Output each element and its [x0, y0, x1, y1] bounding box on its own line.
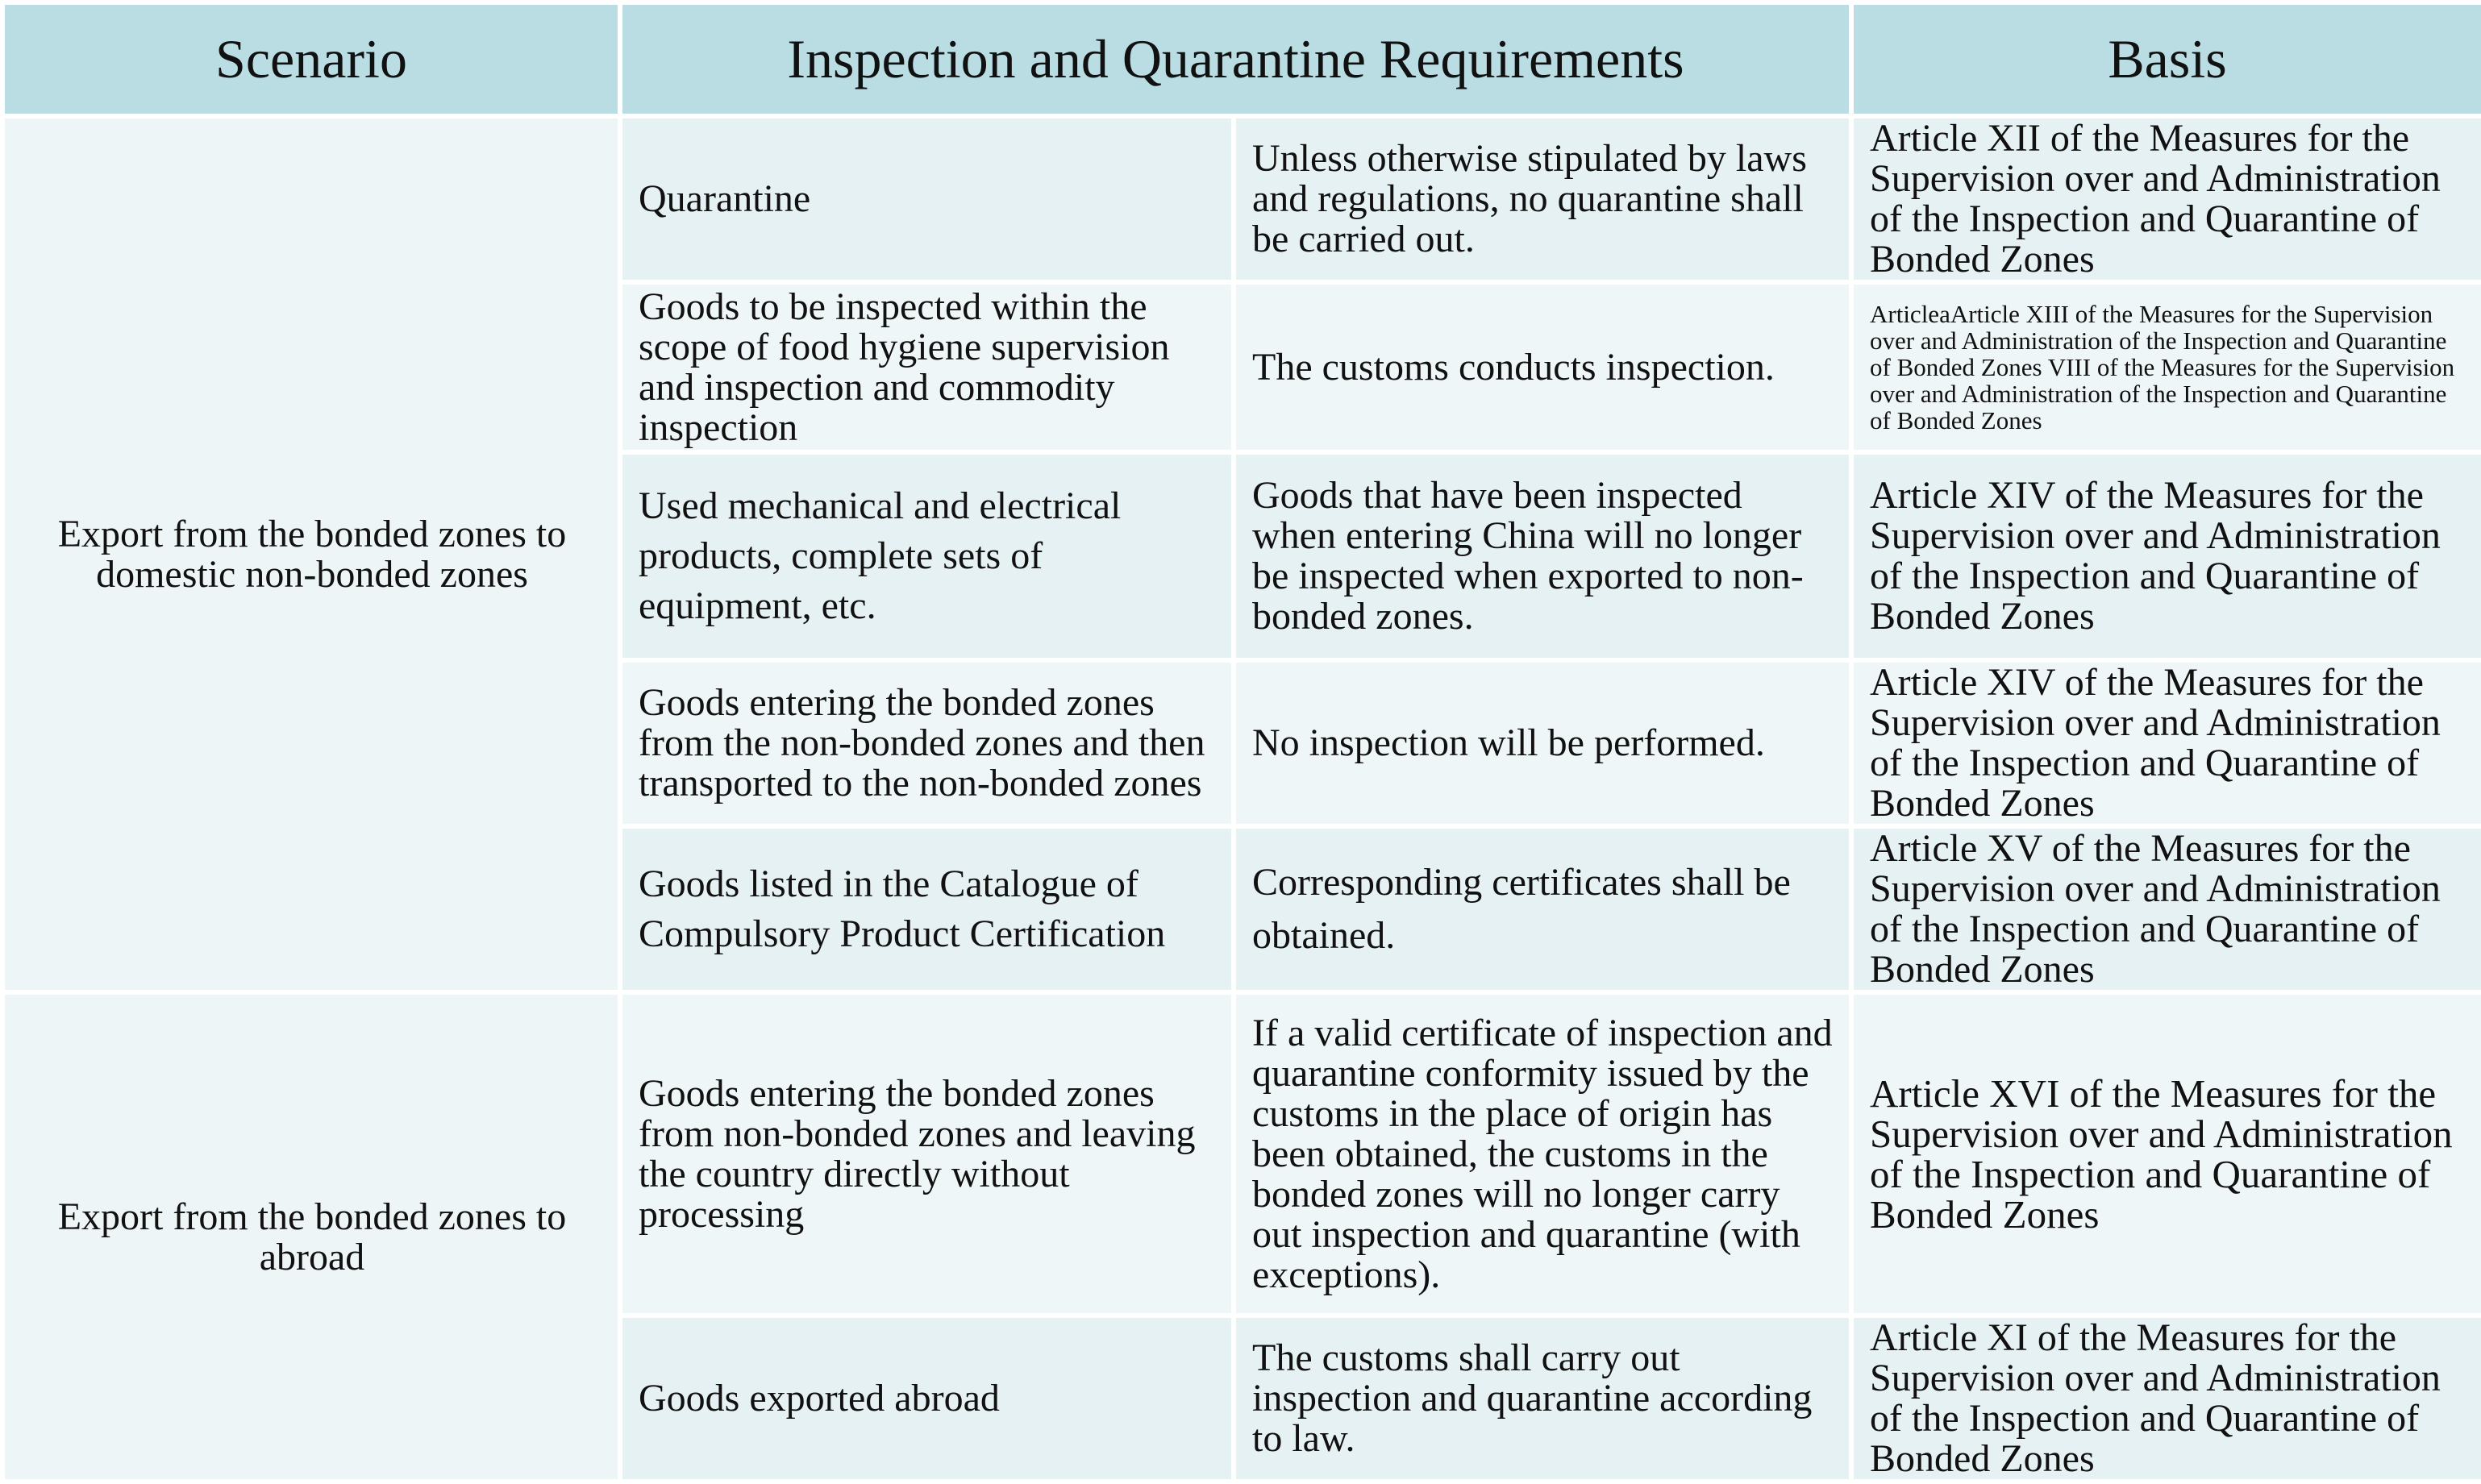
basis-cell: Article XI of the Measures for the Supervision over and Administration of the Inspection and Quarantine of Bonded Zones	[1854, 1318, 2481, 1479]
table-row	[5, 995, 2481, 1313]
basis-cell: ArticleaArticle XIII of the Measures for the Supervision over and Administration of the Inspection and Quarantine of Bonded Zones VIII of the Measures for the Supervision over and Administration of the Inspection and Quarantine of Bonded Zones	[1854, 285, 2481, 450]
requirement-cell: Goods that have been inspected when entering China will no longer be inspected when exported to non-bonded zones.	[1236, 455, 1849, 658]
header-basis: Basis	[1854, 5, 2481, 114]
basis-cell: Article XII of the Measures for the Supervision over and Administration of the Inspection and Quarantine of Bonded Zones	[1854, 118, 2481, 280]
requirement-cell: The customs shall carry out inspection and quarantine according to law.	[1236, 1318, 1849, 1479]
requirement-cell: Corresponding certificates shall be obtained.	[1236, 829, 1849, 990]
item-cell: Goods entering the bonded zones from non-bonded zones and leaving the country directly without processing	[622, 995, 1231, 1313]
requirement-cell: If a valid certificate of inspection and quarantine conformity issued by the customs in the place of origin has been obtained, the customs in the bonded zones will no longer carry out inspection and quarantine (with exceptions).	[1236, 995, 1849, 1313]
header-requirements: Inspection and Quarantine Requirements	[622, 5, 1849, 114]
item-cell: Goods entering the bonded zones from the non-bonded zones and then transported to the non-bonded zones	[622, 663, 1231, 824]
table-row	[5, 118, 2481, 280]
item-cell: Goods listed in the Catalogue of Compulsory Product Certification	[622, 829, 1231, 990]
basis-cell: Article XIV of the Measures for the Supervision over and Administration of the Inspection and Quarantine of Bonded Zones	[1854, 455, 2481, 658]
item-cell: Quarantine	[622, 118, 1231, 280]
header-row	[5, 5, 2481, 114]
requirement-cell: The customs conducts inspection.	[1236, 285, 1849, 450]
basis-cell: Article XIV of the Measures for the Supervision over and Administration of the Inspection and Quarantine of Bonded Zones	[1854, 663, 2481, 824]
scenario-cell: Export from the bonded zones to domestic non-bonded zones	[5, 118, 618, 990]
header-scenario: Scenario	[5, 5, 618, 114]
item-cell: Goods to be inspected within the scope of food hygiene supervision and inspection and commodity inspection	[622, 285, 1231, 450]
basis-cell: Article XV of the Measures for the Supervision over and Administration of the Inspection and Quarantine of Bonded Zones	[1854, 829, 2481, 990]
requirement-cell: Unless otherwise stipulated by laws and regulations, no quarantine shall be carried out.	[1236, 118, 1849, 280]
item-cell: Used mechanical and electrical products, complete sets of equipment, etc.	[622, 455, 1231, 658]
item-cell: Goods exported abroad	[622, 1318, 1231, 1479]
requirement-cell: No inspection will be performed.	[1236, 663, 1849, 824]
scenario-cell: Export from the bonded zones to abroad	[5, 995, 618, 1479]
basis-cell: Article XVI of the Measures for the Supervision over and Administration of the Inspection and Quarantine of Bonded Zones	[1854, 995, 2481, 1313]
